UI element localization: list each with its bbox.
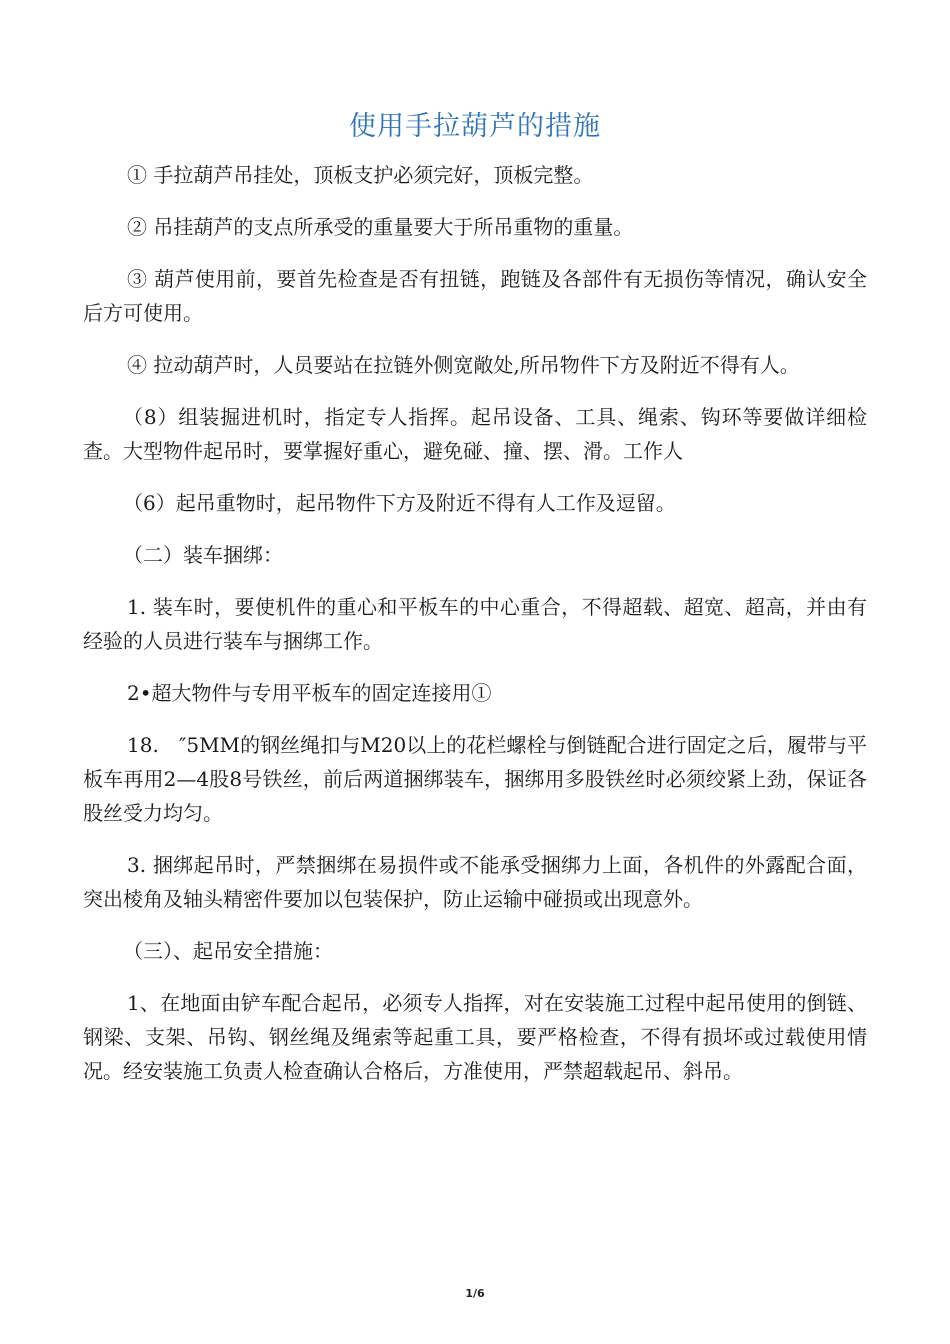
section-heading-2: （二）装车捆绑：	[123, 543, 283, 567]
paragraph-7: 1. 装车时，要使机件的重心和平板车的中心重合，不得超载、超宽、超高，并由有经验的人员进行装车与捆绑工作。	[83, 595, 867, 653]
paragraph-6: （6）起吊重物时，起吊物件下方及附近不得有人工作及逗留。	[123, 491, 676, 515]
paragraph-4: ④ 拉动葫芦时，人员要站在拉链外侧宽敞处,所吊物件下方及附近不得有人。	[127, 353, 800, 377]
section-heading-3: （三）、起吊安全措施：	[123, 939, 333, 963]
paragraph-11: 1、在地面由铲车配合起吊，必须专人指挥，对在安装施工过程中起吊使用的倒链、钢梁、支架、吊钩、钢丝绳及绳索等起重工具，要严格检查，不得有损坏或过载使用情况。经安装施工负责人检查确认合格后，方准使用，严禁超载起吊、斜吊。	[83, 991, 867, 1083]
paragraph-8: 2•超大物件与专用平板车的固定连接用①	[127, 681, 492, 705]
document-title: 使用手拉葫芦的措施	[349, 111, 601, 142]
document-body	[83, 158, 867, 1106]
paragraph-3: ③ 葫芦使用前，要首先检查是否有扭链，跑链及各部件有无损伤等情况，确认安全后方可使用。	[83, 267, 867, 325]
paragraph-2: ② 吊挂葫芦的支点所承受的重量要大于所吊重物的重量。	[127, 215, 634, 239]
paragraph-5: （8）组装掘进机时，指定专人指挥。起吊设备、工具、绳索、钩环等要做详细检查。大型物件起吊时，要掌握好重心，避免碰、撞、摆、滑。工作人	[83, 405, 867, 463]
paragraph-1: ① 手拉葫芦吊挂处，顶板支护必须完好，顶板完整。	[127, 163, 594, 187]
paragraph-10: 3. 捆绑起吊时，严禁捆绑在易损件或不能承受捆绑力上面，各机件的外露配合面，突出棱角及轴头精密件要加以包装保护，防止运输中碰损或出现意外。	[83, 853, 867, 911]
page-number: 1/6	[465, 1287, 485, 1300]
paragraph-9: 18. ″5MM的钢丝绳扣与M20以上的花栏螺栓与倒链配合进行固定之后，履带与平板车再用2—4股8号铁丝，前后两道捆绑装车，捆绑用多股铁丝时必须绞紧上劲，保证各股丝受力均匀。	[83, 733, 867, 825]
